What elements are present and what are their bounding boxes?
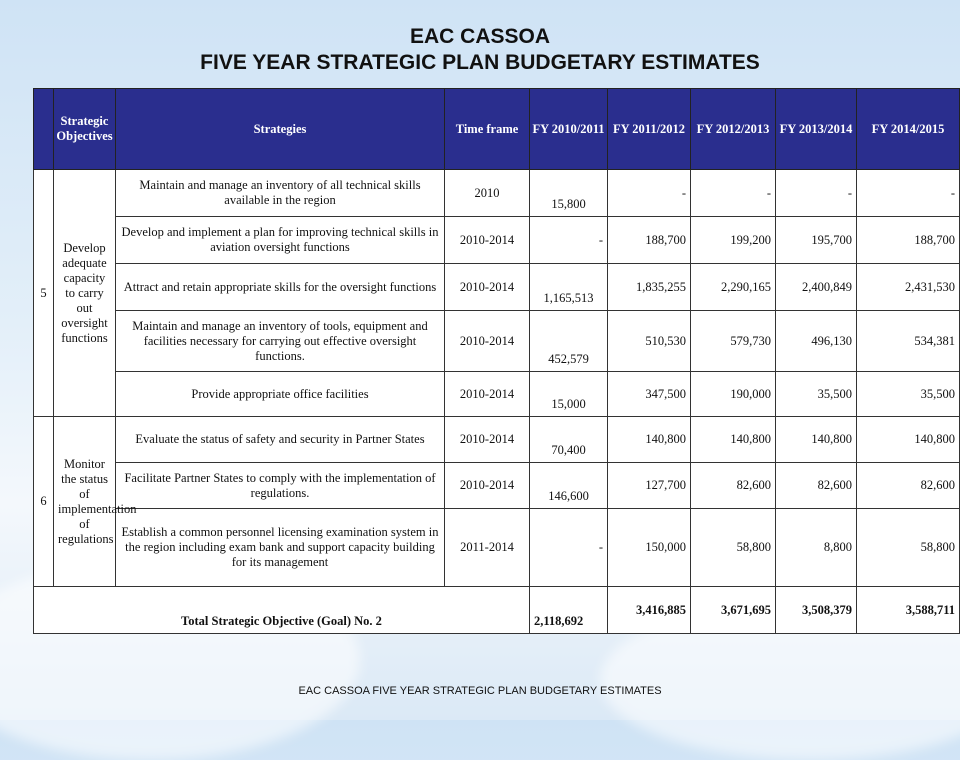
table-row (34, 311, 960, 372)
fy-value-cell: 1,835,255 (608, 264, 691, 311)
fy-value-cell: 35,500 (776, 372, 857, 417)
fy-value-cell: 15,000 (530, 372, 608, 417)
strategy-cell: Attract and retain appropriate skills for the oversight functions (116, 264, 445, 311)
strategy-cell: Maintain and manage an inventory of all technical skills available in the region (116, 170, 445, 217)
header-fy-2013-2014: FY 2013/2014 (776, 89, 857, 170)
page-subtitle: FIVE YEAR STRATEGIC PLAN BUDGETARY ESTIMATES (200, 51, 760, 74)
fy-value-cell: 140,800 (776, 417, 857, 463)
total-label: Total Strategic Objective (Goal) No. 2 (34, 587, 530, 634)
fy-value-cell: 35,500 (857, 372, 960, 417)
timeframe-cell: 2011-2014 (445, 509, 530, 587)
objective-name: Develop adequate capacity to carry out oversight functions (54, 170, 116, 417)
fy-value-cell: 70,400 (530, 417, 608, 463)
objective-number: 5 (34, 170, 54, 417)
fy-value-cell: 82,600 (691, 463, 776, 509)
strategy-cell: Evaluate the status of safety and security in Partner States (116, 417, 445, 463)
header-fy-2012-2013: FY 2012/2013 (691, 89, 776, 170)
total-value-cell: 3,588,711 (857, 587, 960, 634)
fy-value-cell: - (776, 170, 857, 217)
budget-table (33, 88, 960, 634)
timeframe-cell: 2010-2014 (445, 372, 530, 417)
timeframe-cell: 2010 (445, 170, 530, 217)
fy-value-cell: 190,000 (691, 372, 776, 417)
page-footer: EAC CASSOA FIVE YEAR STRATEGIC PLAN BUDGETARY ESTIMATES (298, 685, 662, 697)
fy-value-cell: - (608, 170, 691, 217)
fy-value-cell: 347,500 (608, 372, 691, 417)
fy-value-cell: 452,579 (530, 311, 608, 372)
header-fy-2014-2015: FY 2014/2015 (857, 89, 960, 170)
fy-value-cell: 82,600 (857, 463, 960, 509)
strategy-cell: Maintain and manage an inventory of tools, equipment and facilities necessary for carrying out effective oversight functions. (116, 311, 445, 372)
fy-value-cell: 2,290,165 (691, 264, 776, 311)
table-row (34, 217, 960, 264)
fy-value-cell: - (530, 217, 608, 264)
fy-value-cell: 140,800 (608, 417, 691, 463)
fy-value-cell: 58,800 (857, 509, 960, 587)
fy-value-cell: 150,000 (608, 509, 691, 587)
strategy-cell: Provide appropriate office facilities (116, 372, 445, 417)
table-row (34, 463, 960, 509)
timeframe-cell: 2010-2014 (445, 311, 530, 372)
fy-value-cell: 188,700 (857, 217, 960, 264)
table-row (34, 372, 960, 417)
table-row (34, 509, 960, 587)
fy-value-cell: 496,130 (776, 311, 857, 372)
fy-value-cell: 127,700 (608, 463, 691, 509)
fy-value-cell: - (857, 170, 960, 217)
fy-value-cell: - (691, 170, 776, 217)
table-row (34, 417, 960, 463)
strategy-cell: Develop and implement a plan for improving technical skills in aviation oversight functions (116, 217, 445, 264)
total-value-cell: 3,671,695 (691, 587, 776, 634)
table-row (34, 264, 960, 311)
fy-value-cell: 140,800 (691, 417, 776, 463)
total-value-cell: 2,118,692 (530, 587, 608, 634)
fy-value-cell: 199,200 (691, 217, 776, 264)
fy-value-cell: 2,400,849 (776, 264, 857, 311)
table-header-row (34, 89, 960, 170)
fy-value-cell: 146,600 (530, 463, 608, 509)
header-strategies: Strategies (116, 89, 445, 170)
header-timeframe: Time frame (445, 89, 530, 170)
fy-value-cell: 82,600 (776, 463, 857, 509)
total-value-cell: 3,508,379 (776, 587, 857, 634)
fy-value-cell: 2,431,530 (857, 264, 960, 311)
page-title: EAC CASSOA (409, 25, 551, 48)
fy-value-cell: 15,800 (530, 170, 608, 217)
total-value-cell: 3,416,885 (608, 587, 691, 634)
total-row (34, 587, 960, 634)
timeframe-cell: 2010-2014 (445, 217, 530, 264)
objective-number: 6 (34, 417, 54, 587)
timeframe-cell: 2010-2014 (445, 264, 530, 311)
header-fy-2011-2012: FY 2011/2012 (608, 89, 691, 170)
fy-value-cell: 58,800 (691, 509, 776, 587)
fy-value-cell: 195,700 (776, 217, 857, 264)
header-fy-2010-2011: FY 2010/2011 (530, 89, 608, 170)
fy-value-cell: 8,800 (776, 509, 857, 587)
fy-value-cell: 140,800 (857, 417, 960, 463)
fy-value-cell: 188,700 (608, 217, 691, 264)
header-num (34, 89, 54, 170)
fy-value-cell: 579,730 (691, 311, 776, 372)
strategy-cell: Facilitate Partner States to comply with the implementation of regulations. (116, 463, 445, 509)
fy-value-cell: 1,165,513 (530, 264, 608, 311)
fy-value-cell: - (530, 509, 608, 587)
timeframe-cell: 2010-2014 (445, 417, 530, 463)
table-row (34, 170, 960, 217)
header-objective: Strategic Objectives (54, 89, 116, 170)
fy-value-cell: 534,381 (857, 311, 960, 372)
timeframe-cell: 2010-2014 (445, 463, 530, 509)
fy-value-cell: 510,530 (608, 311, 691, 372)
strategy-cell: Establish a common personnel licensing examination system in the region including exam bank and support capacity building for its management (116, 509, 445, 587)
objective-name: Monitor the status of implementation of regulations (54, 417, 116, 587)
